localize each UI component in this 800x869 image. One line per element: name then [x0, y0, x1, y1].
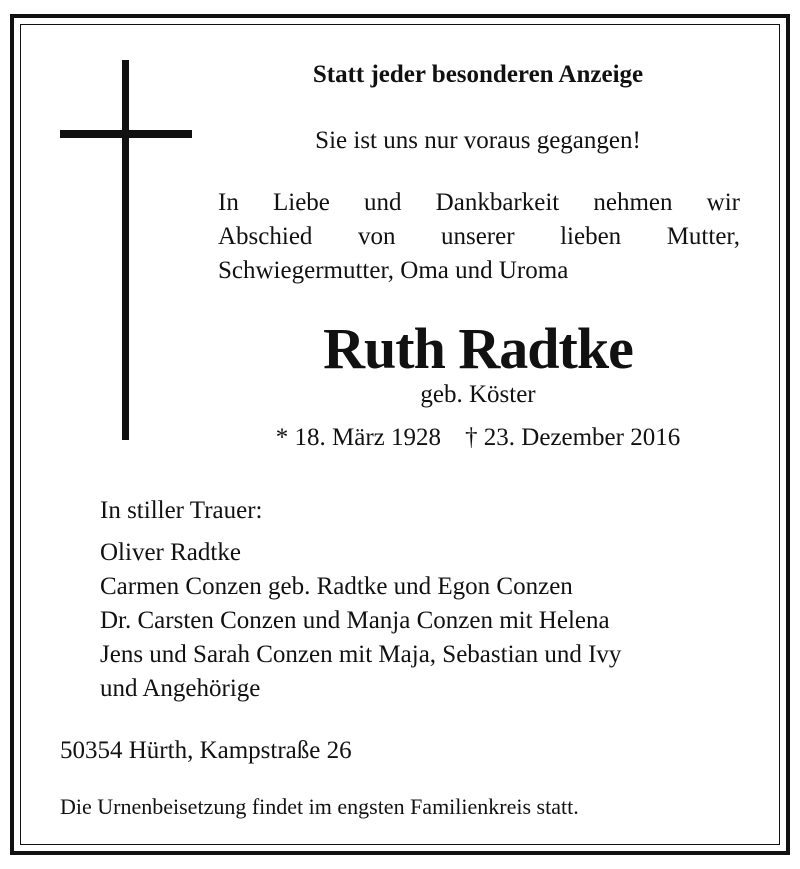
- mourner-entry: und Angehörige: [100, 675, 261, 702]
- cross-vertical-beam: [122, 60, 129, 440]
- mourner-entry: Dr. Carsten Conzen und Manja Conzen mit Helena: [100, 607, 610, 634]
- intro-line: Abschied von unserer lieben Mutter,: [218, 223, 740, 250]
- mourning-label: In stiller Trauer:: [100, 497, 263, 524]
- family-address: 50354 Hürth, Kampstraße 26: [60, 737, 352, 764]
- mourner-entry: Carmen Conzen geb. Radtke und Egon Conzen: [100, 573, 573, 600]
- birth-date: * 18. März 1928: [275, 424, 442, 451]
- burial-notice: Die Urnenbeisetzung findet im engsten Familienkreis statt.: [60, 794, 579, 819]
- mourner-entry: Oliver Radtke: [100, 539, 241, 566]
- mourners-list: [100, 536, 621, 706]
- life-dates: [218, 421, 738, 455]
- cross-horizontal-beam: [60, 130, 192, 138]
- deceased-birth-name: geb. Köster: [420, 381, 536, 408]
- death-date: † 23. Dezember 2016: [465, 424, 681, 451]
- deceased-name: Ruth Radtke: [323, 316, 633, 381]
- mourner-entry: Jens und Sarah Conzen mit Maja, Sebastian und Ivy: [100, 641, 622, 668]
- intro-text: [218, 186, 740, 288]
- notice-heading: Statt jeder besonderen Anzeige: [312, 61, 644, 88]
- intro-line: In Liebe und Dankbarkeit nehmen wir: [218, 189, 740, 216]
- subline-quote: Sie ist uns nur voraus gegangen!: [315, 127, 641, 154]
- intro-line: Schwiegermutter, Oma und Uroma: [218, 257, 569, 284]
